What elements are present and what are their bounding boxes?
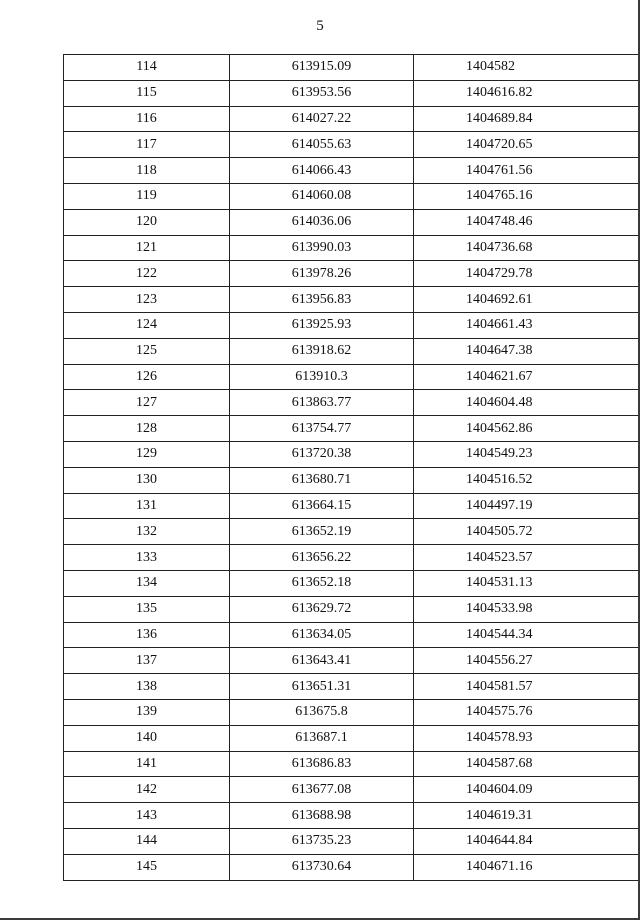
y-coordinate-cell: 1404523.57: [414, 545, 640, 571]
y-coordinate-cell: 1404729.78: [414, 261, 640, 287]
y-coordinate-cell: 1404692.61: [414, 287, 640, 313]
table-row: [64, 467, 640, 493]
y-coordinate-cell: 1404533.98: [414, 596, 640, 622]
y-coordinate-cell: 1404720.65: [414, 132, 640, 158]
y-coordinate-cell: 1404581.57: [414, 674, 640, 700]
point-number-cell: 117: [64, 132, 230, 158]
table-row: [64, 570, 640, 596]
point-number-cell: 122: [64, 261, 230, 287]
x-coordinate-cell: 614066.43: [230, 158, 414, 184]
point-number-cell: 125: [64, 338, 230, 364]
x-coordinate-cell: 613656.22: [230, 545, 414, 571]
y-coordinate-cell: 1404621.67: [414, 364, 640, 390]
table-row: [64, 55, 640, 81]
table-row: [64, 519, 640, 545]
x-coordinate-cell: 614036.06: [230, 209, 414, 235]
y-coordinate-cell: 1404582: [414, 55, 640, 81]
point-number-cell: 144: [64, 828, 230, 854]
y-coordinate-cell: 1404575.76: [414, 699, 640, 725]
point-number-cell: 139: [64, 699, 230, 725]
y-coordinate-cell: 1404556.27: [414, 648, 640, 674]
table-row: [64, 390, 640, 416]
x-coordinate-cell: 613686.83: [230, 751, 414, 777]
table-row: [64, 596, 640, 622]
table-row: [64, 828, 640, 854]
table-row: [64, 648, 640, 674]
point-number-cell: 134: [64, 570, 230, 596]
point-number-cell: 114: [64, 55, 230, 81]
x-coordinate-cell: 613675.8: [230, 699, 414, 725]
table-row: [64, 493, 640, 519]
y-coordinate-cell: 1404761.56: [414, 158, 640, 184]
point-number-cell: 119: [64, 183, 230, 209]
page-number: 5: [316, 18, 324, 34]
x-coordinate-cell: 613677.08: [230, 777, 414, 803]
x-coordinate-cell: 613652.19: [230, 519, 414, 545]
y-coordinate-cell: 1404562.86: [414, 416, 640, 442]
point-number-cell: 143: [64, 803, 230, 829]
point-number-cell: 136: [64, 622, 230, 648]
table-row: [64, 106, 640, 132]
point-number-cell: 128: [64, 416, 230, 442]
point-number-cell: 130: [64, 467, 230, 493]
y-coordinate-cell: 1404661.43: [414, 312, 640, 338]
table-row: [64, 209, 640, 235]
y-coordinate-cell: 1404604.09: [414, 777, 640, 803]
point-number-cell: 118: [64, 158, 230, 184]
y-coordinate-cell: 1404619.31: [414, 803, 640, 829]
point-number-cell: 133: [64, 545, 230, 571]
x-coordinate-cell: 613915.09: [230, 55, 414, 81]
table-row: [64, 751, 640, 777]
point-number-cell: 145: [64, 854, 230, 880]
table-row: [64, 441, 640, 467]
table-row: [64, 158, 640, 184]
x-coordinate-cell: 613720.38: [230, 441, 414, 467]
point-number-cell: 116: [64, 106, 230, 132]
y-coordinate-cell: 1404544.34: [414, 622, 640, 648]
point-number-cell: 120: [64, 209, 230, 235]
point-number-cell: 135: [64, 596, 230, 622]
x-coordinate-cell: 613634.05: [230, 622, 414, 648]
y-coordinate-cell: 1404616.82: [414, 80, 640, 106]
point-number-cell: 141: [64, 751, 230, 777]
table-row: [64, 725, 640, 751]
x-coordinate-cell: 613643.41: [230, 648, 414, 674]
table-row: [64, 287, 640, 313]
x-coordinate-cell: 613990.03: [230, 235, 414, 261]
y-coordinate-cell: 1404765.16: [414, 183, 640, 209]
x-coordinate-cell: 613910.3: [230, 364, 414, 390]
y-coordinate-cell: 1404516.52: [414, 467, 640, 493]
x-coordinate-cell: 613687.1: [230, 725, 414, 751]
x-coordinate-cell: 613652.18: [230, 570, 414, 596]
x-coordinate-cell: 613754.77: [230, 416, 414, 442]
x-coordinate-cell: 613688.98: [230, 803, 414, 829]
x-coordinate-cell: 613680.71: [230, 467, 414, 493]
table-row: [64, 545, 640, 571]
table-row: [64, 854, 640, 880]
table-row: [64, 674, 640, 700]
point-number-cell: 142: [64, 777, 230, 803]
x-coordinate-cell: 613651.31: [230, 674, 414, 700]
x-coordinate-cell: 613730.64: [230, 854, 414, 880]
x-coordinate-cell: 613863.77: [230, 390, 414, 416]
x-coordinate-cell: 613735.23: [230, 828, 414, 854]
x-coordinate-cell: 613629.72: [230, 596, 414, 622]
x-coordinate-cell: 613956.83: [230, 287, 414, 313]
y-coordinate-cell: 1404505.72: [414, 519, 640, 545]
point-number-cell: 115: [64, 80, 230, 106]
x-coordinate-cell: 613664.15: [230, 493, 414, 519]
table-row: [64, 235, 640, 261]
table-row: [64, 261, 640, 287]
table-row: [64, 183, 640, 209]
table-row: [64, 364, 640, 390]
x-coordinate-cell: 613978.26: [230, 261, 414, 287]
table-row: [64, 338, 640, 364]
table-row: [64, 622, 640, 648]
x-coordinate-cell: 613918.62: [230, 338, 414, 364]
point-number-cell: 124: [64, 312, 230, 338]
point-number-cell: 129: [64, 441, 230, 467]
table-row: [64, 80, 640, 106]
x-coordinate-cell: 613925.93: [230, 312, 414, 338]
table-row: [64, 803, 640, 829]
point-number-cell: 138: [64, 674, 230, 700]
y-coordinate-cell: 1404736.68: [414, 235, 640, 261]
y-coordinate-cell: 1404689.84: [414, 106, 640, 132]
table-row: [64, 777, 640, 803]
y-coordinate-cell: 1404748.46: [414, 209, 640, 235]
y-coordinate-cell: 1404644.84: [414, 828, 640, 854]
y-coordinate-cell: 1404531.13: [414, 570, 640, 596]
y-coordinate-cell: 1404587.68: [414, 751, 640, 777]
point-number-cell: 131: [64, 493, 230, 519]
table-row: [64, 416, 640, 442]
x-coordinate-cell: 614060.08: [230, 183, 414, 209]
table-row: [64, 312, 640, 338]
y-coordinate-cell: 1404549.23: [414, 441, 640, 467]
y-coordinate-cell: 1404671.16: [414, 854, 640, 880]
y-coordinate-cell: 1404604.48: [414, 390, 640, 416]
point-number-cell: 126: [64, 364, 230, 390]
point-number-cell: 123: [64, 287, 230, 313]
table-row: [64, 699, 640, 725]
y-coordinate-cell: 1404578.93: [414, 725, 640, 751]
table-row: [64, 132, 640, 158]
y-coordinate-cell: 1404647.38: [414, 338, 640, 364]
point-number-cell: 121: [64, 235, 230, 261]
coordinates-table: [63, 54, 640, 881]
point-number-cell: 132: [64, 519, 230, 545]
point-number-cell: 127: [64, 390, 230, 416]
coordinates-table-body: [64, 55, 640, 881]
x-coordinate-cell: 614055.63: [230, 132, 414, 158]
x-coordinate-cell: 614027.22: [230, 106, 414, 132]
x-coordinate-cell: 613953.56: [230, 80, 414, 106]
point-number-cell: 140: [64, 725, 230, 751]
point-number-cell: 137: [64, 648, 230, 674]
y-coordinate-cell: 1404497.19: [414, 493, 640, 519]
